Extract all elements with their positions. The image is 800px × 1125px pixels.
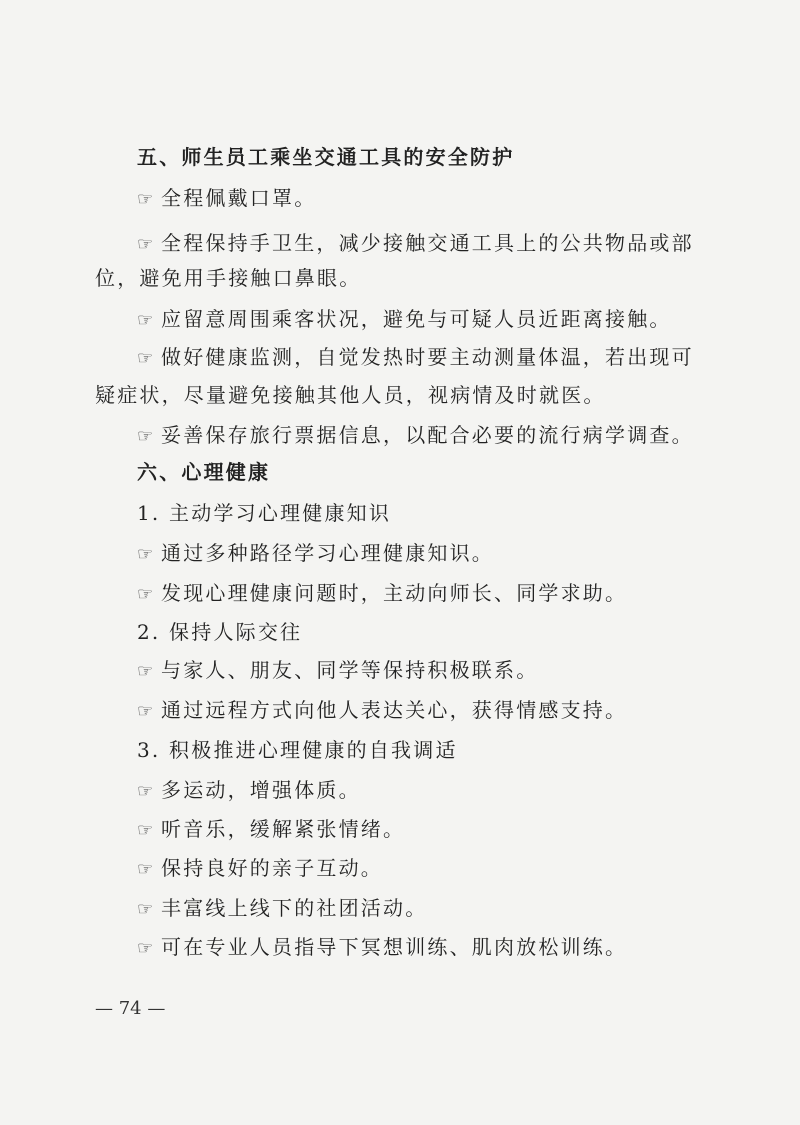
list-item: ☞ 全程佩戴口罩。 (0, 183, 800, 213)
list-item: ☞ 听音乐，缓解紧张情绪。 (0, 814, 800, 844)
pointing-hand-icon: ☞ (137, 426, 154, 447)
pointing-hand-icon: ☞ (137, 189, 154, 210)
list-item: ☞ 通过远程方式向他人表达关心，获得情感支持。 (0, 695, 800, 725)
pointing-hand-icon: ☞ (137, 938, 154, 959)
pointing-hand-icon: ☞ (137, 544, 154, 565)
list-item: ☞ 妥善保存旅行票据信息，以配合必要的流行病学调查。 (0, 420, 800, 450)
list-item: ☞ 发现心理健康问题时，主动向师长、同学求助。 (0, 578, 800, 608)
list-item: ☞ 与家人、朋友、同学等保持积极联系。 (0, 655, 800, 685)
pointing-hand-icon: ☞ (137, 899, 154, 920)
list-item: ☞ 保持良好的亲子互动。 (0, 853, 800, 883)
list-item: ☞ 全程保持手卫生，减少接触交通工具上的公共物品或部 (0, 228, 800, 258)
pointing-hand-icon: ☞ (137, 584, 154, 605)
pointing-hand-icon: ☞ (137, 661, 154, 682)
pointing-hand-icon: ☞ (137, 310, 154, 331)
pointing-hand-icon: ☞ (137, 701, 154, 722)
list-item: ☞ 通过多种路径学习心理健康知识。 (0, 538, 800, 568)
pointing-hand-icon: ☞ (137, 859, 154, 880)
list-item: ☞ 多运动，增强体质。 (0, 775, 800, 805)
list-item: ☞ 做好健康监测，自觉发热时要主动测量体温，若出现可 (0, 342, 800, 372)
list-item-continuation: 疑症状，尽量避免接触其他人员，视病情及时就医。 (95, 383, 606, 407)
page-number: — 74 — (95, 998, 166, 1019)
list-item: ☞ 丰富线上线下的社团活动。 (0, 893, 800, 923)
section-heading-6: 六、心理健康 (137, 460, 271, 484)
subsection-title: 1. 主动学习心理健康知识 (137, 501, 392, 525)
section-heading-5: 五、师生员工乘坐交通工具的安全防护 (137, 145, 515, 169)
pointing-hand-icon: ☞ (137, 820, 154, 841)
list-item-continuation: 位，避免用手接触口鼻眼。 (95, 266, 362, 290)
pointing-hand-icon: ☞ (137, 348, 154, 369)
list-item: ☞ 可在专业人员指导下冥想训练、肌肉放松训练。 (0, 932, 800, 962)
pointing-hand-icon: ☞ (137, 781, 154, 802)
subsection-title: 3. 积极推进心理健康的自我调适 (137, 738, 458, 762)
subsection-title: 2. 保持人际交往 (137, 620, 303, 644)
pointing-hand-icon: ☞ (137, 234, 154, 255)
list-item: ☞ 应留意周围乘客状况，避免与可疑人员近距离接触。 (0, 304, 800, 334)
